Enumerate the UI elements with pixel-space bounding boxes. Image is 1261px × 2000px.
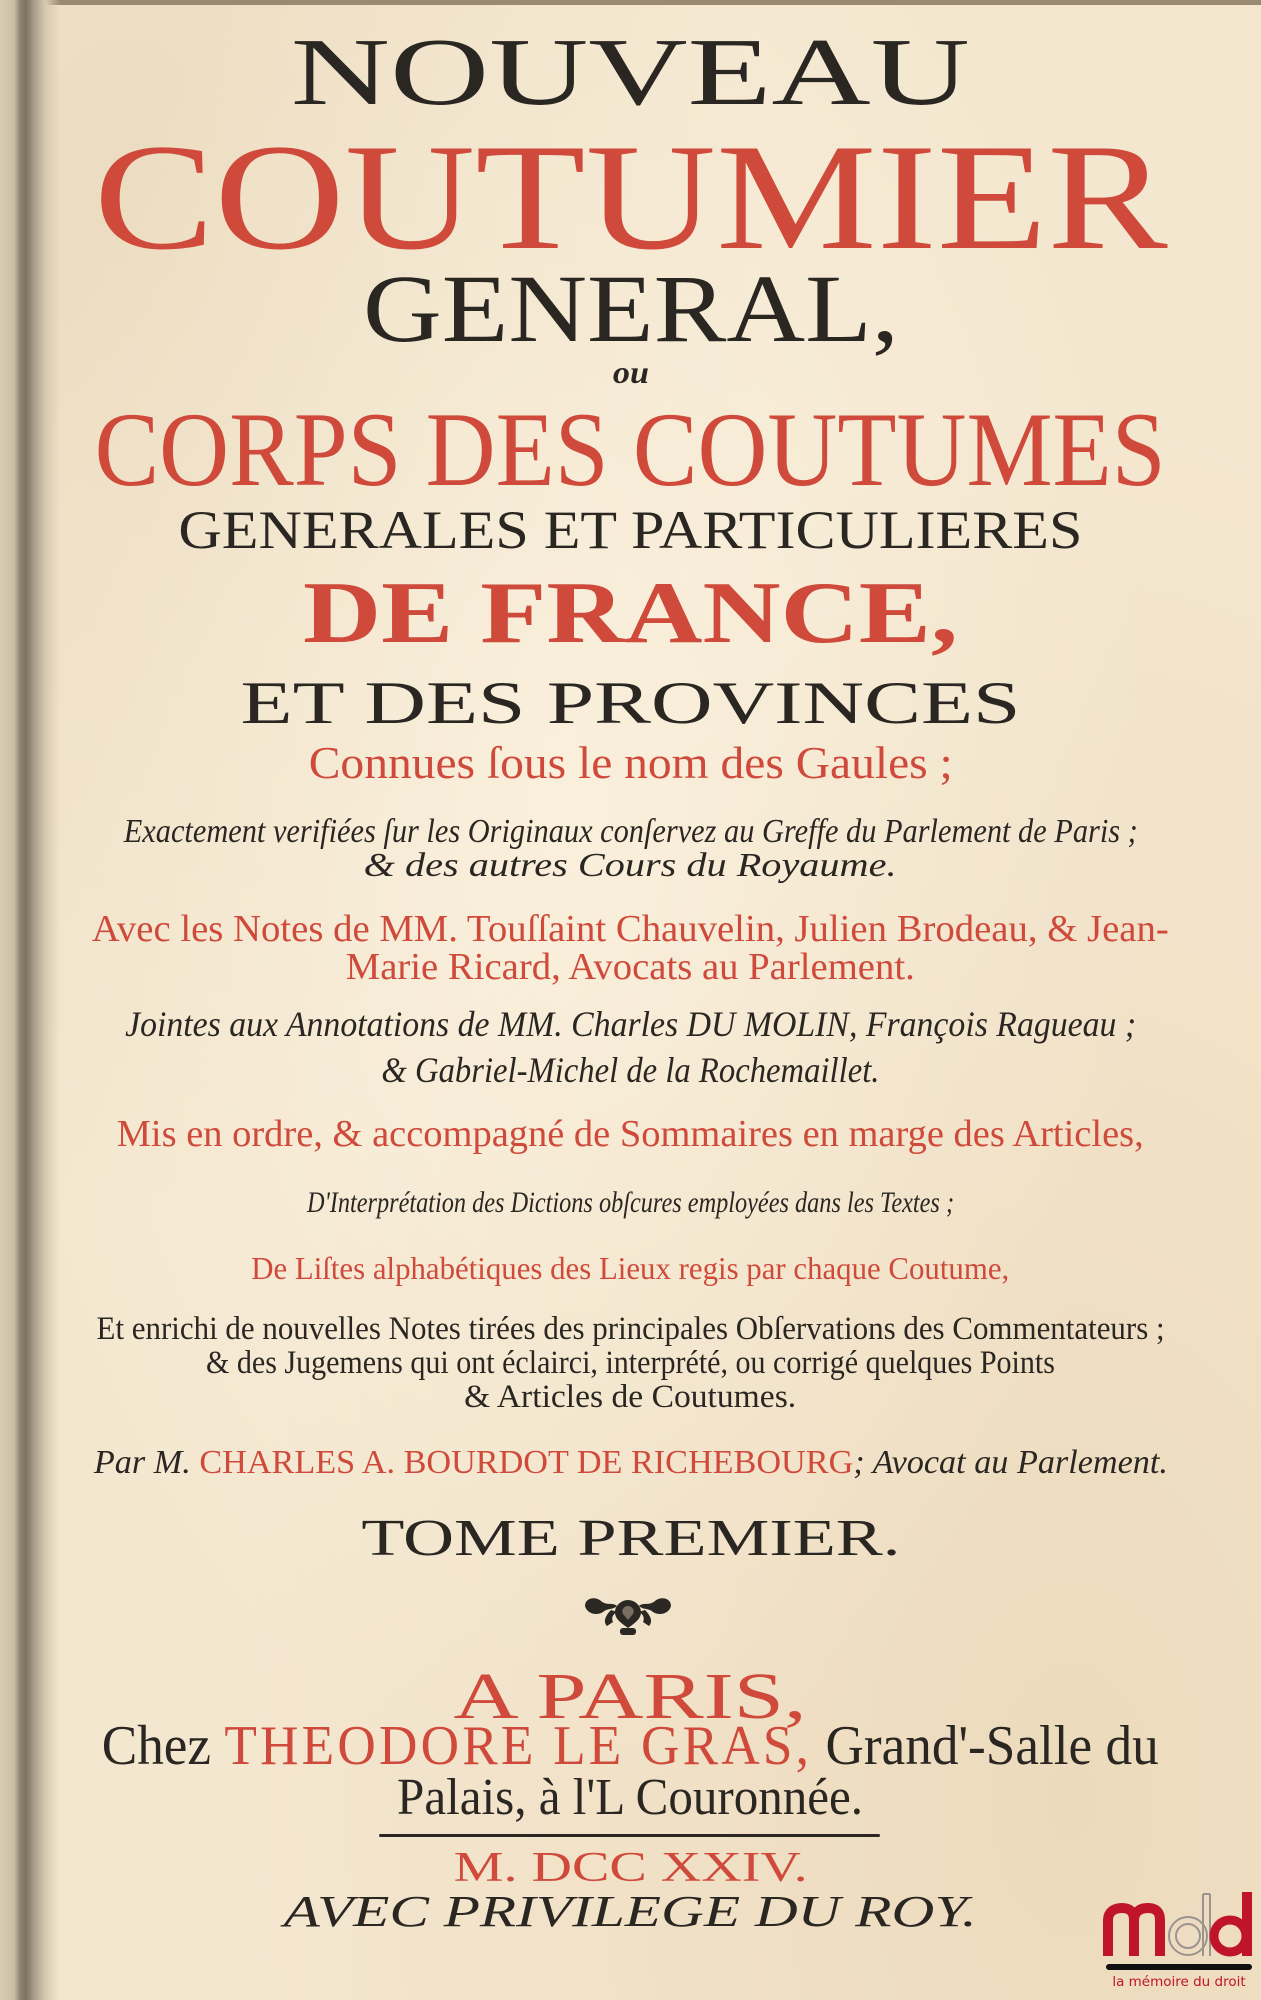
imprint-address-1: Grand'-Salle du [825, 1715, 1159, 1777]
title-coutumier: COUTUMIER [93, 113, 1168, 281]
annotations-line-1: Jointes aux Annotations de MM. Charles DU MOLIN, François Ragueau ; [124, 1004, 1136, 1044]
mdd-watermark-logo [1100, 1890, 1258, 1998]
ordre-line: Mis en ordre, & accompagné de Sommaires en marge des Articles, [116, 1113, 1145, 1155]
logo-tagline: la mémoire du droit [1112, 1974, 1246, 1990]
interpretation-line: D'Interprétation des Dictions obſcures employées dans les Textes ; [306, 1186, 955, 1219]
imprint-address-2: Palais, à l'L Couronnée. [397, 1769, 864, 1826]
author-suffix: ; Avocat au Parlement. [852, 1444, 1168, 1481]
enrichi-line-1: Et enrichi de nouvelles Notes tirées des principales Obſervations des Commentateurs ; [96, 1311, 1165, 1347]
title-nouveau: NOUVEAU [290, 18, 971, 125]
author-name: CHARLES A. BOURDOT DE RICHEBOURG [198, 1444, 853, 1481]
verified-line-2: & des autres Cours du Royaume. [364, 847, 897, 884]
title-et-des-provinces: ET DES PROVINCES [240, 670, 1021, 736]
title-generales-particulieres: GENERALES ET PARTICULIERES [178, 500, 1083, 560]
imprint-publisher-line [0, 1715, 1261, 1777]
notes-line-1: Avec les Notes de MM. Touſſaint Chauvelin, Julien Brodeau, & Jean- [92, 908, 1169, 950]
imprint-publisher: THEODORE LE GRAS, [224, 1715, 813, 1777]
author-prefix: Par M. [93, 1444, 191, 1481]
page-top-edge [0, 0, 1261, 5]
title-corps-des-coutumes: CORPS DES COUTUMES [94, 391, 1166, 508]
imprint-city: A PARIS, [453, 1660, 807, 1733]
annotations-line-2: & Gabriel-Michel de la Rochemaillet. [381, 1050, 880, 1090]
mdd-logo-icon [1100, 1890, 1258, 1960]
author-line [0, 1446, 1261, 1480]
logo-underline [1106, 1964, 1252, 1970]
tome-premier: TOME PREMIER. [361, 1510, 900, 1567]
imprint-rule [379, 1834, 880, 1837]
notes-line-2: Marie Ricard, Avocats au Parlement. [345, 946, 916, 988]
title-general: GENERAL, [362, 255, 899, 362]
printers-ornament-icon [583, 1592, 673, 1636]
enrichi-line-3: & Articles de Coutumes. [464, 1379, 797, 1415]
title-de-france: DE FRANCE, [303, 565, 958, 662]
enrichi-line-2: & des Jugemens qui ont éclairci, interprété, ou corrigé quelques Points [206, 1345, 1055, 1381]
title-ou: ou [612, 354, 649, 390]
imprint-chez: Chez [102, 1715, 212, 1777]
subtitle-connues: Connues ſous le nom des Gaules ; [308, 737, 953, 788]
imprint-privilege: AVEC PRIVILEGE DU ROY. [283, 1887, 977, 1936]
listes-line: De Liſtes alphabétiques des Lieux regis par chaque Coutume, [251, 1250, 1010, 1286]
verified-line-1: Exactement verifiées ſur les Originaux conſervez au Greffe du Parlement de Paris ; [123, 813, 1138, 850]
imprint-year: M. DCC XXIV. [453, 1845, 808, 1891]
